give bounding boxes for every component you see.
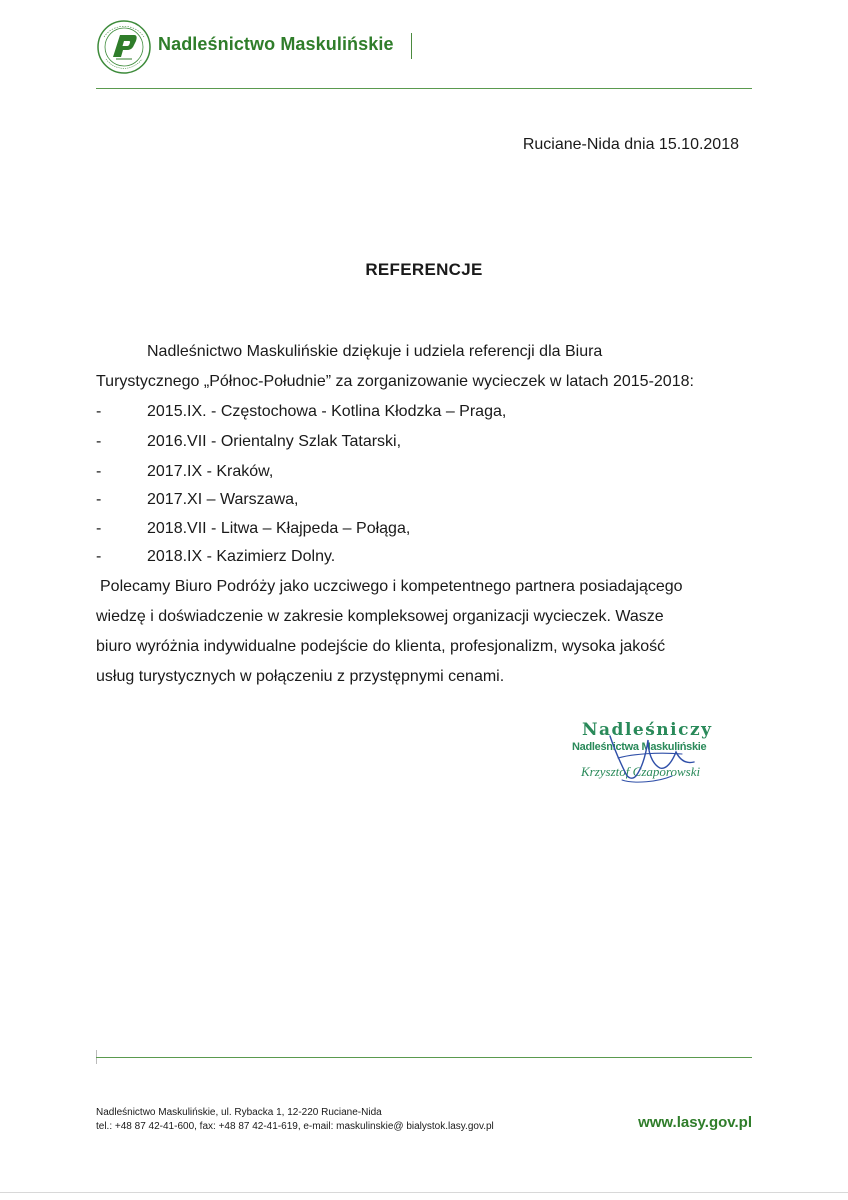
recommendation-line: biuro wyróżnia indywidualne podejście do klienta, profesjonalizm, wysoka jakość bbox=[96, 638, 666, 655]
intro-line: Nadleśnictwo Maskulińskie dziękuje i udziela referencji dla Biura bbox=[147, 343, 603, 360]
list-dash: - bbox=[96, 491, 102, 508]
trip-text: 2015.IX. - Częstochowa - Kotlina Kłodzka – Praga, bbox=[147, 403, 507, 420]
footer-address: Nadleśnictwo Maskulińskie, ul. Rybacka 1, 12-220 Ruciane-Nida bbox=[96, 1107, 382, 1118]
page-bottom-edge bbox=[0, 1192, 848, 1193]
place-date: Ruciane-Nida dnia 15.10.2018 bbox=[522, 136, 739, 153]
trip-text: 2017.IX - Kraków, bbox=[147, 463, 274, 480]
trip-text: 2018.VII - Litwa – Kłajpeda – Połąga, bbox=[147, 520, 411, 537]
list-dash: - bbox=[96, 548, 102, 565]
header-rule bbox=[96, 88, 752, 89]
trip-text: 2017.XI – Warszawa, bbox=[147, 491, 299, 508]
stamp-organization: Nadleśnictwa Maskulińskie bbox=[572, 741, 707, 753]
header-divider bbox=[411, 33, 412, 59]
list-dash: - bbox=[96, 433, 102, 450]
stamp-title: Nadleśniczy bbox=[582, 720, 713, 740]
list-dash: - bbox=[96, 463, 102, 480]
trip-text: 2018.IX - Kazimierz Dolny. bbox=[147, 548, 336, 565]
recommendation-line: usług turystycznych w połączeniu z przystępnymi cenami. bbox=[96, 668, 505, 685]
trip-text: 2016.VII - Orientalny Szlak Tatarski, bbox=[147, 433, 402, 450]
footer-website: www.lasy.gov.pl bbox=[638, 1114, 752, 1131]
lasy-panstwowe-logo-icon bbox=[96, 19, 152, 75]
recommendation-line: Polecamy Biuro Podróży jako uczciwego i kompetentnego partnera posiadającego bbox=[100, 578, 683, 595]
recommendation-line: wiedzę i doświadczenie w zakresie kompleksowej organizacji wycieczek. Wasze bbox=[96, 608, 664, 625]
document-title: REFERENCJE bbox=[365, 260, 483, 279]
footer-contact: tel.: +48 87 42-41-600, fax: +48 87 42-41-619, e-mail: maskulinskie@ bialystok.lasy.gov.pl bbox=[96, 1121, 494, 1132]
stamp-name: Krzysztof Czaporowski bbox=[581, 764, 701, 779]
organization-name: Nadleśnictwo Maskulińskie bbox=[158, 34, 394, 54]
list-dash: - bbox=[96, 403, 102, 420]
handwritten-signature-icon bbox=[562, 718, 742, 788]
footer-rule bbox=[96, 1057, 752, 1058]
list-dash: - bbox=[96, 520, 102, 537]
intro-line: Turystycznego „Północ-Południe” za zorganizowanie wycieczek w latach 2015-2018: bbox=[96, 373, 694, 390]
